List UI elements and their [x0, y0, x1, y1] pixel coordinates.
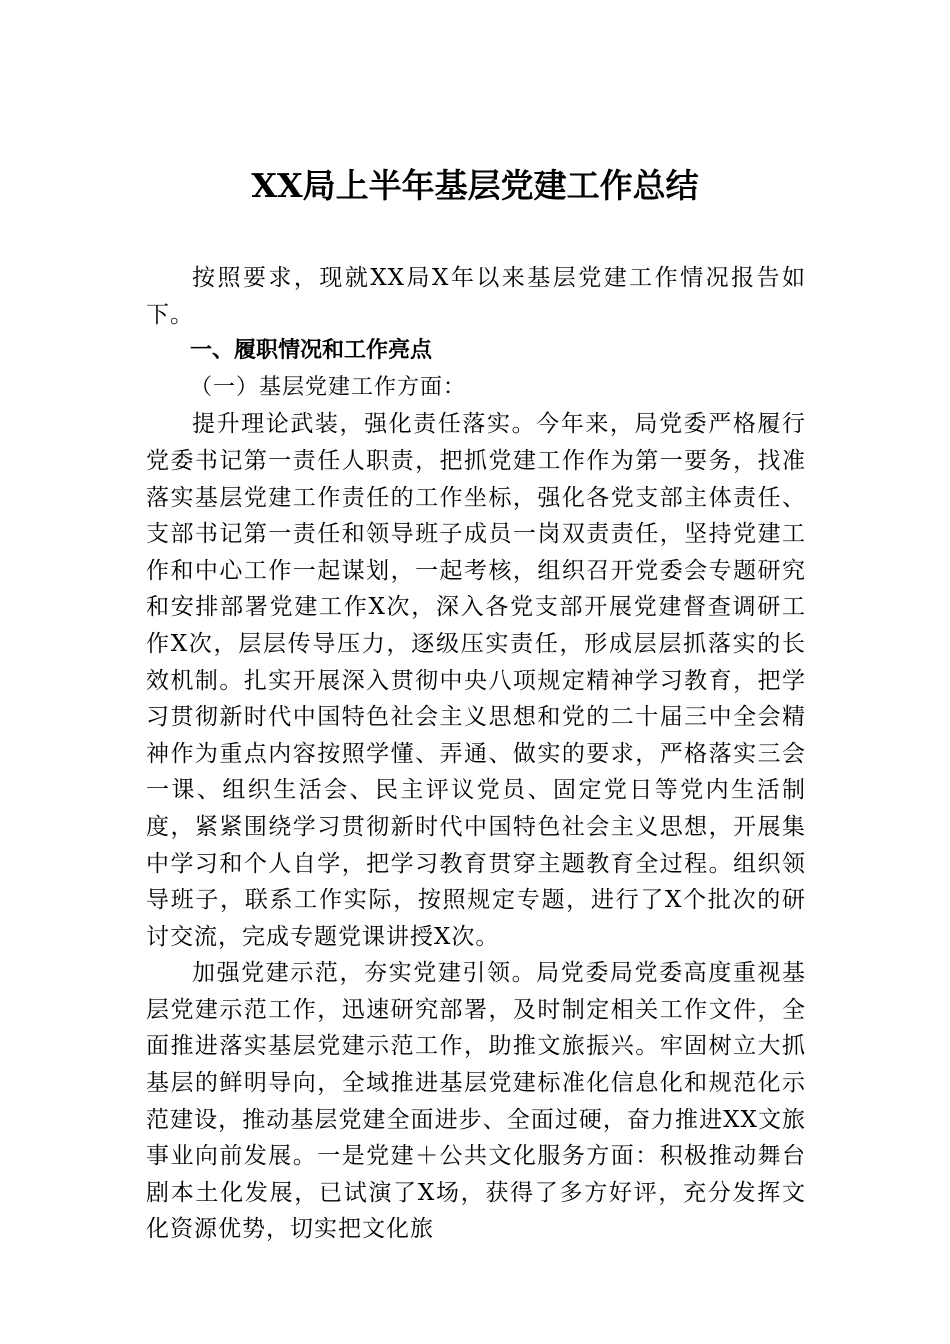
subsection-heading: （一）基层党建工作方面：	[190, 374, 467, 400]
document-body	[146, 260, 806, 1248]
intro-paragraph: 按照要求，现就XX局X年以来基层党建工作情况报告如下。	[146, 265, 806, 328]
section-heading: 一、履职情况和工作亮点	[190, 338, 433, 364]
body-paragraph-2: 加强党建示范，夯实党建引领。局党委局党委高度重视基层党建示范工作，迅速研究部署，及时制定相关工作文件，全面推进落实基层党建示范工作，助推文旅振兴。牢固树立大抓基层的鲜明导向，全域推进基层党建标准化信息化和规范化示范建设，推动基层党建全面进步、全面过硬，奋力推进XX文旅事业向前发展。一是党建＋公共文化服务方面：积极推动舞台剧本土化发展，已试演了X场，获得了多方好评，充分发挥文化资源优势，切实把文化旅	[146, 960, 806, 1243]
document-title: XX局上半年基层党建工作总结	[251, 166, 699, 205]
body-paragraph-1: 提升理论武装，强化责任落实。今年来，局党委严格履行党委书记第一责任人职责，把抓党建工作作为第一要务，找准落实基层党建工作责任的工作坐标，强化各党支部主体责任、支部书记第一责任和领导班子成员一岗双责责任，坚持党建工作和中心工作一起谋划，一起考核，组织召开党委会专题研究和安排部署党建工作X次，深入各党支部开展党建督查调研工作X次，层层传导压力，逐级压实责任，形成层层抓落实的长效机制。扎实开展深入贯彻中央八项规定精神学习教育，把学习贯彻新时代中国特色社会主义思想和党的二十届三中全会精神作为重点内容按照学懂、弄通、做实的要求，严格落实三会一课、组织生活会、民主评议党员、固定党日等党内生活制度，紧紧围绕学习贯彻新时代中国特色社会主义思想，开展集中学习和个人自学，把学习教育贯穿主题教育全过程。组织领导班子，联系工作实际，按照规定专题，进行了X个批次的研讨交流，完成专题党课讲授X次。	[146, 411, 806, 950]
